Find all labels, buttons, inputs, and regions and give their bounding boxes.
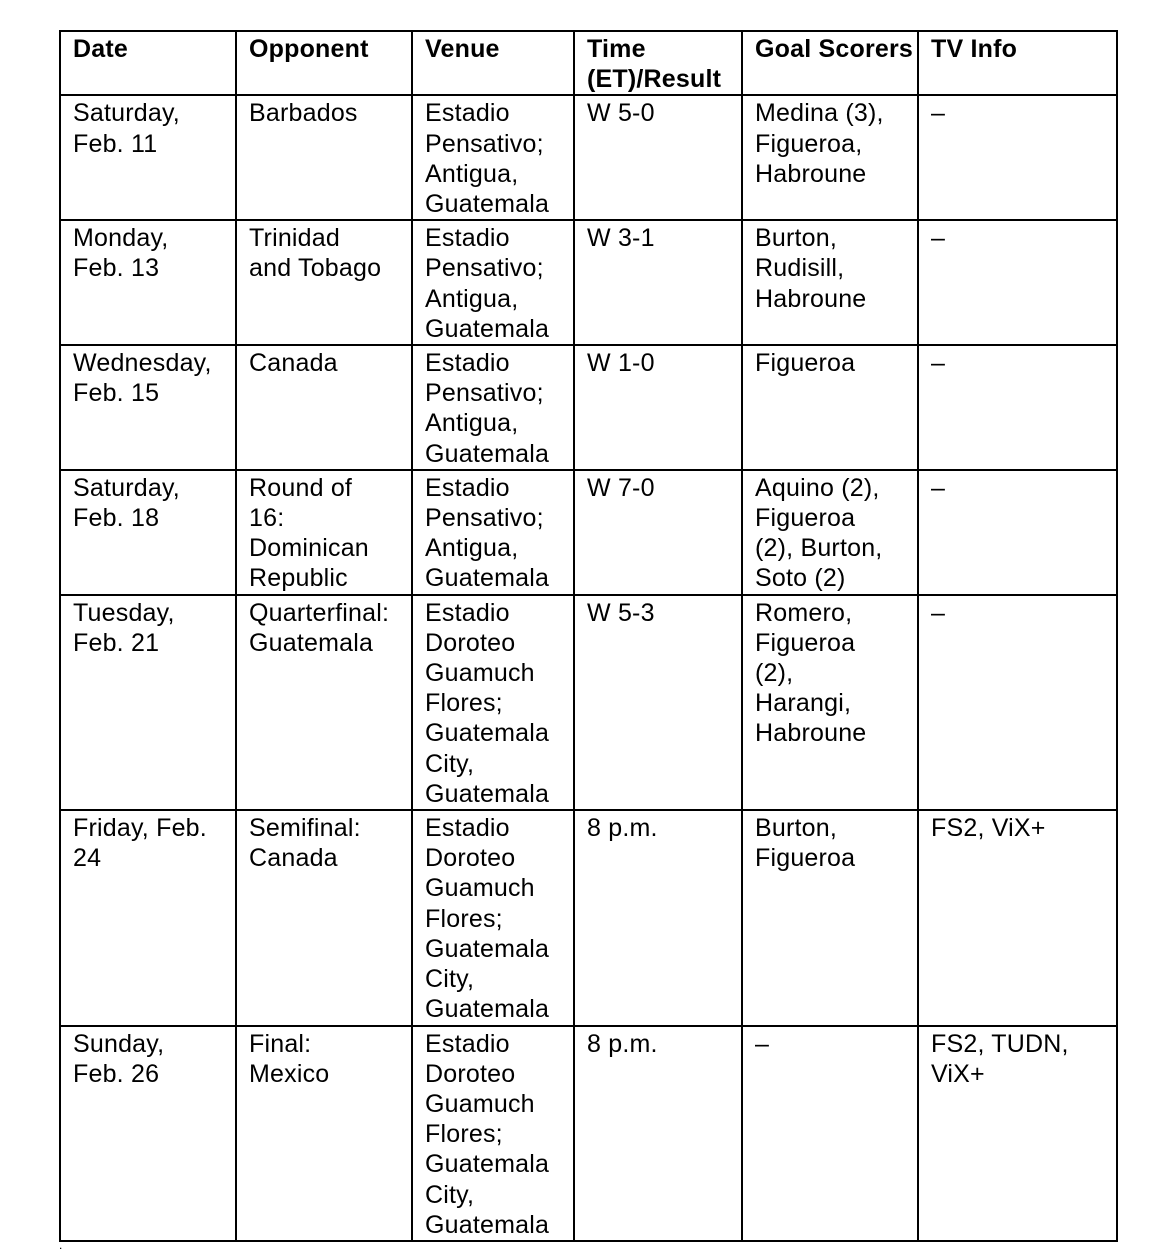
- cell-line: Estadio: [425, 1029, 510, 1058]
- cell-venue: [412, 345, 574, 470]
- table-row: [60, 95, 1117, 220]
- cell-line: Guamuch: [425, 659, 535, 688]
- cell-time-result: [574, 810, 742, 1025]
- cell-venue: [412, 810, 574, 1025]
- table-header: [60, 31, 1117, 95]
- cell-line: Guamuch: [425, 874, 535, 903]
- match-schedule-table: [59, 30, 1118, 1242]
- cell-line: Final:: [249, 1029, 312, 1058]
- cell-line: Canada: [249, 349, 338, 378]
- cell-date: [60, 470, 236, 595]
- cell-line: Pensativo;: [425, 254, 544, 283]
- cell-tv-info: [918, 810, 1117, 1025]
- cell-date: [60, 345, 236, 470]
- cell-line: Quarterfinal:: [249, 598, 390, 627]
- cell-line: Feb. 15: [73, 379, 160, 408]
- cell-line: Feb. 11: [73, 129, 158, 158]
- cell-line: Guatemala: [425, 439, 550, 468]
- cell-line: Sunday,: [73, 1029, 165, 1058]
- cell-line: Semifinal:: [249, 814, 361, 843]
- trailing-period: .: [59, 1238, 63, 1252]
- cell-line: –: [931, 598, 946, 627]
- cell-line: Feb. 21: [73, 628, 160, 657]
- cell-tv-info: [918, 595, 1117, 810]
- cell-line: 8 p.m.: [587, 814, 658, 843]
- header-row: [60, 31, 1117, 95]
- cell-line: Estadio: [425, 349, 510, 378]
- cell-tv-info: [918, 470, 1117, 595]
- cell-line: Guatemala: [425, 995, 550, 1024]
- cell-line: City,: [425, 749, 475, 778]
- cell-venue: [412, 95, 574, 220]
- cell-opponent: [236, 470, 412, 595]
- cell-line: Estadio: [425, 473, 510, 502]
- cell-line: Pensativo;: [425, 129, 544, 158]
- table-row: [60, 220, 1117, 345]
- cell-line: –: [931, 224, 946, 253]
- header-tv-info: TV Info: [918, 31, 1117, 95]
- cell-line: Canada: [249, 844, 338, 873]
- cell-line: Antigua,: [425, 159, 519, 188]
- cell-line: Monday,: [73, 224, 169, 253]
- table-row: [60, 595, 1117, 810]
- cell-line: Medina (3),: [755, 99, 884, 128]
- cell-venue: [412, 1026, 574, 1241]
- table-row: [60, 810, 1117, 1025]
- cell-line: Pensativo;: [425, 504, 544, 533]
- cell-line: Republic: [249, 564, 348, 593]
- cell-opponent: [236, 810, 412, 1025]
- cell-line: –: [931, 473, 946, 502]
- cell-line: Habroune: [755, 719, 867, 748]
- cell-line: Guatemala: [425, 779, 550, 808]
- table-row: [60, 1026, 1117, 1241]
- cell-goal-scorers: [742, 470, 918, 595]
- cell-line: Antigua,: [425, 284, 519, 313]
- cell-venue: [412, 595, 574, 810]
- cell-line: Flores;: [425, 904, 503, 933]
- cell-time-result: [574, 345, 742, 470]
- cell-line: Doroteo: [425, 1059, 516, 1088]
- cell-line: Flores;: [425, 689, 503, 718]
- cell-goal-scorers: [742, 220, 918, 345]
- cell-line: FS2, ViX+: [931, 814, 1046, 843]
- cell-date: [60, 220, 236, 345]
- cell-time-result: [574, 95, 742, 220]
- cell-line: Figueroa: [755, 349, 856, 378]
- cell-line: Figueroa: [755, 504, 856, 533]
- cell-time-result: [574, 595, 742, 810]
- cell-tv-info: [918, 95, 1117, 220]
- cell-opponent: [236, 1026, 412, 1241]
- cell-line: Guatemala: [425, 190, 550, 219]
- cell-line: City,: [425, 965, 475, 994]
- cell-opponent: [236, 95, 412, 220]
- cell-line: Rudisill,: [755, 254, 845, 283]
- cell-line: Guatemala: [425, 934, 550, 963]
- cell-line: Aquino (2),: [755, 473, 880, 502]
- cell-line: Guatemala: [425, 1150, 550, 1179]
- cell-line: Estadio: [425, 814, 510, 843]
- cell-line: Feb. 18: [73, 504, 160, 533]
- cell-line: –: [931, 99, 946, 128]
- cell-goal-scorers: [742, 595, 918, 810]
- cell-line: Round of: [249, 473, 353, 502]
- cell-line: FS2, TUDN,: [931, 1029, 1069, 1058]
- header-goal-scorers: Goal Scorers: [742, 31, 918, 95]
- cell-line: W 1-0: [587, 349, 655, 378]
- header-time-result: Time (ET)/Result: [574, 31, 742, 95]
- cell-tv-info: [918, 1026, 1117, 1241]
- cell-goal-scorers: [742, 345, 918, 470]
- cell-goal-scorers: [742, 95, 918, 220]
- cell-line: and Tobago: [249, 254, 382, 283]
- cell-line: Burton,: [755, 814, 838, 843]
- cell-line: Guatemala: [425, 564, 550, 593]
- cell-line: W 7-0: [587, 473, 655, 502]
- cell-line: Guatemala: [425, 1210, 550, 1239]
- cell-line: (2),: [755, 659, 794, 688]
- cell-venue: [412, 220, 574, 345]
- cell-line: 16:: [249, 504, 285, 533]
- cell-line: Romero,: [755, 598, 853, 627]
- table-row: [60, 345, 1117, 470]
- cell-line: Saturday,: [73, 473, 180, 502]
- cell-line: 8 p.m.: [587, 1029, 658, 1058]
- cell-line: ViX+: [931, 1059, 985, 1088]
- cell-line: Pensativo;: [425, 379, 544, 408]
- cell-line: Figueroa: [755, 844, 856, 873]
- cell-line: City,: [425, 1180, 475, 1209]
- cell-line: Doroteo: [425, 628, 516, 657]
- cell-line: Feb. 26: [73, 1059, 160, 1088]
- cell-line: Tuesday,: [73, 598, 175, 627]
- cell-line: –: [931, 349, 946, 378]
- cell-opponent: [236, 595, 412, 810]
- cell-line: 24: [73, 844, 102, 873]
- table-row: [60, 470, 1117, 595]
- cell-line: (2), Burton,: [755, 534, 883, 563]
- cell-line: Friday, Feb.: [73, 814, 207, 843]
- cell-time-result: [574, 1026, 742, 1241]
- cell-line: Burton,: [755, 224, 838, 253]
- cell-line: Trinidad: [249, 224, 340, 253]
- cell-time-result: [574, 470, 742, 595]
- cell-date: [60, 595, 236, 810]
- cell-date: [60, 810, 236, 1025]
- cell-line: –: [755, 1029, 770, 1058]
- cell-goal-scorers: [742, 810, 918, 1025]
- cell-line: Guamuch: [425, 1089, 535, 1118]
- cell-line: Estadio: [425, 598, 510, 627]
- cell-goal-scorers: [742, 1026, 918, 1241]
- cell-line: Harangi,: [755, 689, 852, 718]
- cell-line: Habroune: [755, 159, 867, 188]
- cell-line: Feb. 13: [73, 254, 160, 283]
- cell-line: Habroune: [755, 284, 867, 313]
- cell-line: Wednesday,: [73, 349, 212, 378]
- cell-line: Guatemala: [425, 719, 550, 748]
- cell-line: Antigua,: [425, 534, 519, 563]
- cell-line: W 3-1: [587, 224, 655, 253]
- cell-line: Dominican: [249, 534, 369, 563]
- cell-line: Antigua,: [425, 409, 519, 438]
- cell-opponent: [236, 345, 412, 470]
- cell-line: Doroteo: [425, 844, 516, 873]
- cell-tv-info: [918, 345, 1117, 470]
- cell-line: Figueroa: [755, 628, 856, 657]
- cell-line: Figueroa,: [755, 129, 863, 158]
- cell-line: Saturday,: [73, 99, 180, 128]
- cell-time-result: [574, 220, 742, 345]
- cell-tv-info: [918, 220, 1117, 345]
- cell-line: Barbados: [249, 99, 358, 128]
- header-venue: Venue: [412, 31, 574, 95]
- cell-line: Mexico: [249, 1059, 330, 1088]
- cell-line: Flores;: [425, 1120, 503, 1149]
- cell-line: W 5-0: [587, 99, 655, 128]
- header-date: Date: [60, 31, 236, 95]
- cell-line: Guatemala: [249, 628, 374, 657]
- cell-date: [60, 1026, 236, 1241]
- table-body: [60, 95, 1117, 1241]
- cell-line: Estadio: [425, 99, 510, 128]
- cell-line: W 5-3: [587, 598, 655, 627]
- cell-opponent: [236, 220, 412, 345]
- cell-venue: [412, 470, 574, 595]
- header-opponent: Opponent: [236, 31, 412, 95]
- cell-line: Guatemala: [425, 314, 550, 343]
- cell-date: [60, 95, 236, 220]
- cell-line: Soto (2): [755, 564, 846, 593]
- cell-line: Estadio: [425, 224, 510, 253]
